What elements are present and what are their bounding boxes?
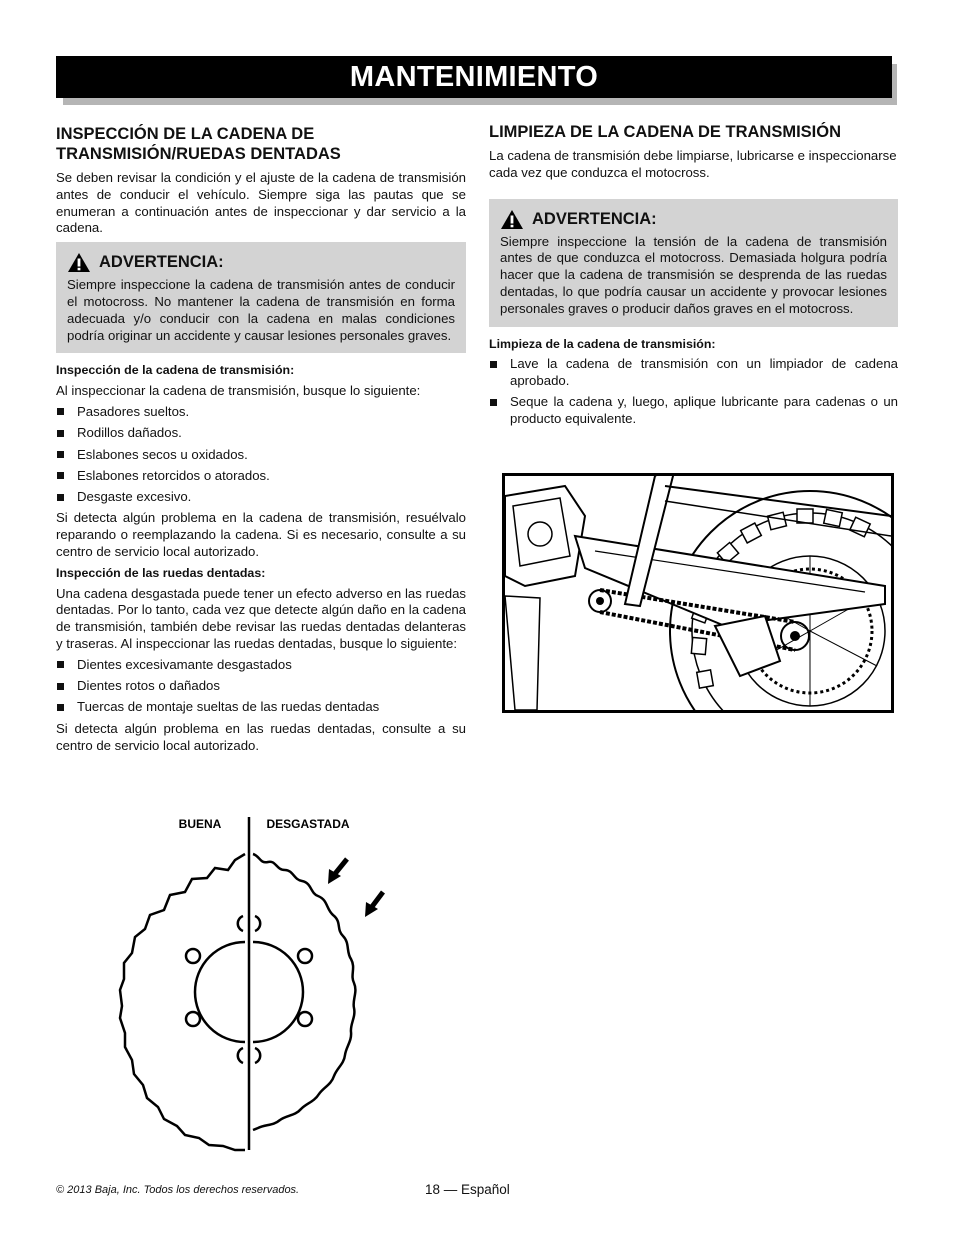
motorcycle-chain-drawing — [505, 476, 891, 710]
chain-inspection-after: Si detecta algún problema en la cadena de transmisión, resuélvalo reparando o reemplazando la cadena. Si es necesario, consulte a su centro de servicio local autorizado. — [56, 510, 466, 560]
list-item: Pasadores sueltos. — [56, 404, 466, 421]
sprocket-inspection-after: Si detecta algún problema en las ruedas dentadas, consulte a su centro de servicio local autorizado. — [56, 720, 466, 753]
chain-cleaning-subhead: Limpieza de la cadena de transmisión: — [489, 336, 716, 351]
list-item: Dientes rotos o dañados — [56, 678, 466, 695]
list-item: Tuercas de montaje sueltas de las ruedas dentadas — [56, 699, 466, 716]
warning-text: Siempre inspeccione la cadena de transmisión antes de conducir el motocross. No mantener la cadena de transmisión en forma adecuada y/o conducir con la cadena en malas condiciones podría originar un accidente y causar lesiones personales graves. — [67, 277, 455, 343]
warning-box-cleaning — [489, 199, 898, 327]
sprocket-checklist — [56, 657, 466, 716]
warning-title — [500, 209, 887, 230]
warning-triangle-icon — [500, 209, 524, 230]
chain-checklist — [56, 404, 466, 506]
list-item: Seque la cadena y, luego, aplique lubricante para cadenas o un producto equivalente. — [489, 394, 898, 428]
warning-box-inspection — [56, 242, 466, 353]
list-item: Desgaste excesivo. — [56, 489, 466, 506]
page-title: MANTENIMIENTO — [56, 56, 892, 98]
sprocket-wear-diagram — [100, 812, 400, 1157]
sprocket-inspection-lead: Una cadena desgastada puede tener un efecto adverso en las ruedas dentadas. Por lo tanto, cada vez que detecte algún daño en la cadena de transmisión, también debe revisar las ruedas dentadas delanteras y traseras. Al inspeccionar las ruedas dentadas, busque lo siguiente: — [56, 585, 466, 652]
warning-title-text: ADVERTENCIA: — [532, 209, 657, 228]
chain-illustration — [502, 473, 894, 713]
sprocket-inspection-subhead: Inspección de las ruedas dentadas: — [56, 565, 266, 580]
chain-inspection-lead: Al inspeccionar la cadena de transmisión, busque lo siguiente: — [56, 383, 421, 399]
wear-arrow-icon — [365, 892, 383, 917]
warning-title-text: ADVERTENCIA: — [99, 253, 224, 272]
label-worn: DESGASTADA — [266, 817, 350, 831]
left-column — [56, 124, 466, 758]
sprocket-good-half — [120, 854, 245, 1150]
hub-worn-half — [253, 942, 303, 1042]
right-column — [489, 122, 898, 433]
hub-good-half — [195, 942, 245, 1042]
inspection-intro: Se deben revisar la condición y el ajuste de la cadena de transmisión antes de conducir el vehículo. Siempre siga las pautas que se enumeran a continuación antes de inspeccionar y dar servicio a la cadena. — [56, 170, 466, 236]
list-item: Dientes excesivamante desgastados — [56, 657, 466, 674]
cleaning-intro: La cadena de transmisión debe limpiarse, lubricarse e inspeccionarse cada vez que conduzca el motocross. — [489, 148, 897, 180]
copyright-notice: © 2013 Baja, Inc. Todos los derechos reservados. — [56, 1184, 300, 1196]
warning-text: Siempre inspeccione la tensión de la cadena de transmisión antes de que conduzca el motocross. Demasiada holgura podría hacer que la cadena de transmisión se desprenda de las ruedas dentadas, lo que podría causar un accidente y provocar lesiones personales graves o producir daños graves en el motocross. — [500, 233, 887, 316]
warning-triangle-icon — [67, 252, 91, 273]
label-good: BUENA — [178, 817, 222, 831]
list-item: Eslabones secos u oxidados. — [56, 447, 466, 464]
wear-arrow-icon — [328, 859, 347, 884]
cleaning-steps — [489, 356, 898, 428]
list-item: Eslabones retorcidos o atorados. — [56, 468, 466, 485]
list-item: Lave la cadena de transmisión con un limpiador de cadena aprobado. — [489, 356, 898, 390]
chain-inspection-subhead: Inspección de la cadena de transmisión: — [56, 363, 295, 378]
page-number: 18 — Español — [425, 1182, 510, 1197]
list-item: Rodillos dañados. — [56, 425, 466, 442]
section-heading-cleaning: LIMPIEZA DE LA CADENA DE TRANSMISIÓN — [489, 123, 842, 141]
warning-title — [67, 252, 455, 273]
section-heading-inspection: INSPECCIÓN DE LA CADENA DE TRANSMISIÓN/RUEDAS DENTADAS — [56, 125, 341, 163]
